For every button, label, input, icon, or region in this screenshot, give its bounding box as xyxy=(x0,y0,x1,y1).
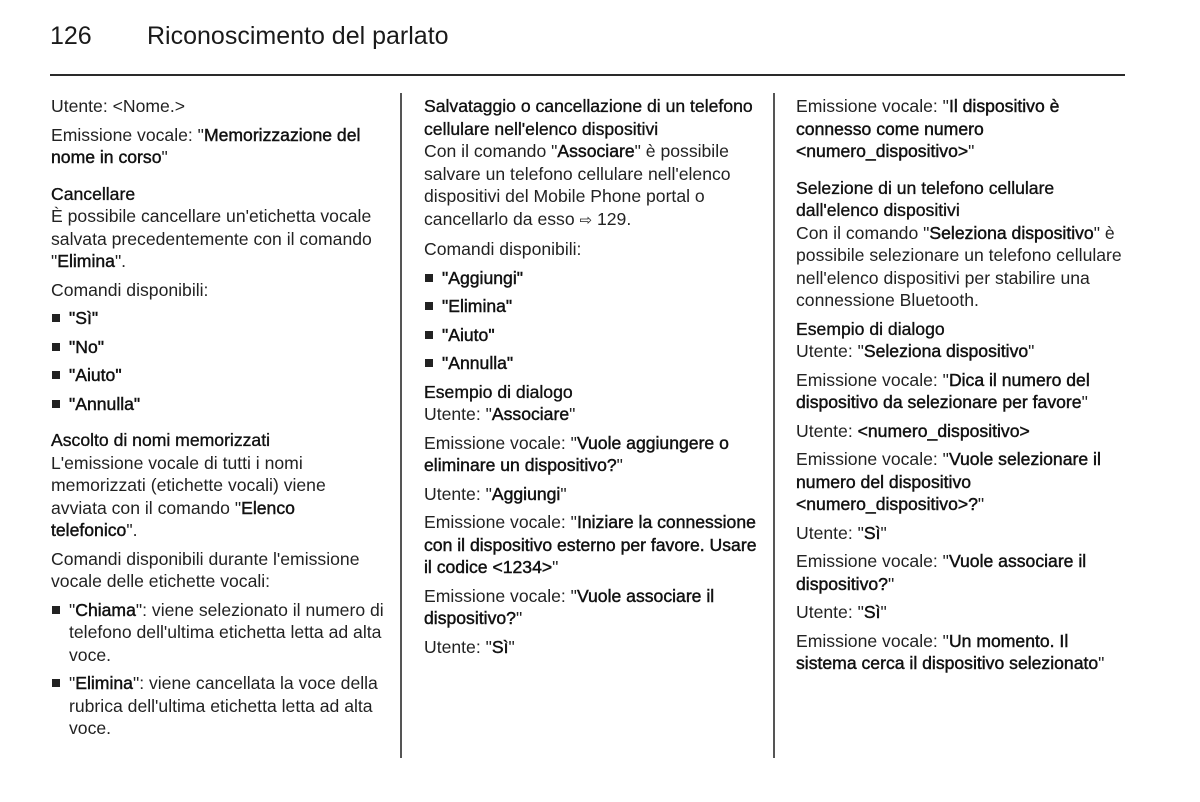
list-item: "Annulla" xyxy=(424,352,759,375)
bullet-icon xyxy=(52,371,60,379)
column-divider xyxy=(773,93,775,758)
page-number: 126 xyxy=(50,22,92,50)
column-3 xyxy=(796,95,1131,681)
command-list xyxy=(51,599,386,740)
dialog-line: Utente: "Aggiungi" xyxy=(424,483,567,504)
dialog-line: Utente: "Associare" xyxy=(424,404,576,424)
bullet-icon xyxy=(52,400,60,408)
bullet-icon xyxy=(52,679,60,687)
dialog-line: Emissione vocale: "Il dispositivo è connesso come numero <numero_dispositivo>" xyxy=(796,96,1060,161)
bullet-icon xyxy=(425,331,433,339)
column-divider xyxy=(400,93,402,758)
bullet-icon xyxy=(52,314,60,322)
paragraph: Comandi disponibili durante l'emissione vocale delle etichette vocali: xyxy=(51,548,360,591)
bullet-icon xyxy=(425,302,433,310)
list-item: "Sì" xyxy=(51,307,386,330)
dialog-line: Emissione vocale: "Un momento. Il sistema cerca il dispositivo selezionato" xyxy=(796,630,1105,673)
list-item: "Elimina": viene cancellata la voce della rubrica dell'ultima etichetta letta ad alta voce. xyxy=(51,672,386,740)
column-1 xyxy=(51,95,386,746)
list-item: "Aiuto" xyxy=(51,364,386,387)
paragraph: Con il comando "Seleziona dispositivo" è possibile selezionare un telefono cellulare nell'elenco dispositivi per stabilire una connessione Bluetooth. xyxy=(796,222,1122,310)
section-title: Riconoscimento del parlato xyxy=(147,22,449,50)
list-item: "Elimina" xyxy=(424,295,759,318)
section-heading: Cancellare xyxy=(51,183,136,204)
list-item: "Chiama": viene selezionato il numero di telefono dell'ultima etichetta letta ad alta voce. xyxy=(51,599,386,667)
dialog-line: Utente: "Sì" xyxy=(796,602,887,622)
dialog-line: Emissione vocale: "Dica il numero del dispositivo da selezionare per favore" xyxy=(796,369,1090,412)
dialog-line: Emissione vocale: "Vuole aggiungere o eliminare un dispositivo?" xyxy=(424,432,729,475)
dialog-line: Emissione vocale: "Vuole associare il dispositivo?" xyxy=(424,585,715,628)
dialog-line: Utente: <Nome.> xyxy=(51,96,185,116)
dialog-line: Emissione vocale: "Iniziare la connessione con il dispositivo esterno per favore. Usare il codice <1234>" xyxy=(424,512,757,577)
list-item: "Aggiungi" xyxy=(424,267,759,290)
right-arrow-icon: ⇨ xyxy=(579,211,593,229)
dialog-line: Utente: <numero_dispositivo> xyxy=(796,420,1030,441)
section-heading: Esempio di dialogo xyxy=(424,381,573,402)
bullet-icon xyxy=(52,343,60,351)
bullet-icon xyxy=(52,606,60,614)
dialog-line: Utente: "Sì" xyxy=(796,522,887,543)
paragraph: È possibile cancellare un'etichetta vocale salvata precedentemente con il comando "Elimina". xyxy=(51,206,372,271)
section-heading: Ascolto di nomi memorizzati xyxy=(51,430,271,450)
header-divider xyxy=(50,74,1125,76)
command-list xyxy=(51,307,386,415)
list-item: "Aiuto" xyxy=(424,324,759,347)
command-list xyxy=(424,267,759,375)
dialog-line: Emissione vocale: "Memorizzazione del nome in corso" xyxy=(51,124,361,167)
section-heading: Selezione di un telefono cellulare dall'elenco dispositivi xyxy=(796,177,1055,220)
paragraph: L'emissione vocale di tutti i nomi memorizzati (etichette vocali) viene avviata con il comando "Elenco telefonico". xyxy=(51,452,326,540)
list-item: "Annulla" xyxy=(51,393,386,416)
dialog-line: Utente: "Seleziona dispositivo" xyxy=(796,341,1035,361)
dialog-line: Emissione vocale: "Vuole associare il dispositivo?" xyxy=(796,551,1087,594)
bullet-icon xyxy=(425,274,433,282)
page-reference[interactable]: 129. xyxy=(596,208,632,229)
section-heading: Salvataggio o cancellazione di un telefono cellulare nell'elenco dispositivi xyxy=(424,96,753,139)
section-heading: Esempio di dialogo xyxy=(796,318,945,339)
paragraph: Comandi disponibili: xyxy=(51,279,209,300)
paragraph: Con il comando "Associare" è possibile salvare un telefono cellulare nell'elenco dispositivi del Mobile Phone portal o cancellarlo da esso ⇨ 129. xyxy=(424,141,731,229)
dialog-line: Emissione vocale: "Vuole selezionare il numero del dispositivo <numero_dispositivo>?" xyxy=(796,449,1101,514)
paragraph: Comandi disponibili: xyxy=(424,239,582,259)
list-item: "No" xyxy=(51,336,386,359)
bullet-icon xyxy=(425,359,433,367)
column-2 xyxy=(424,95,759,664)
dialog-line: Utente: "Sì" xyxy=(424,636,515,657)
